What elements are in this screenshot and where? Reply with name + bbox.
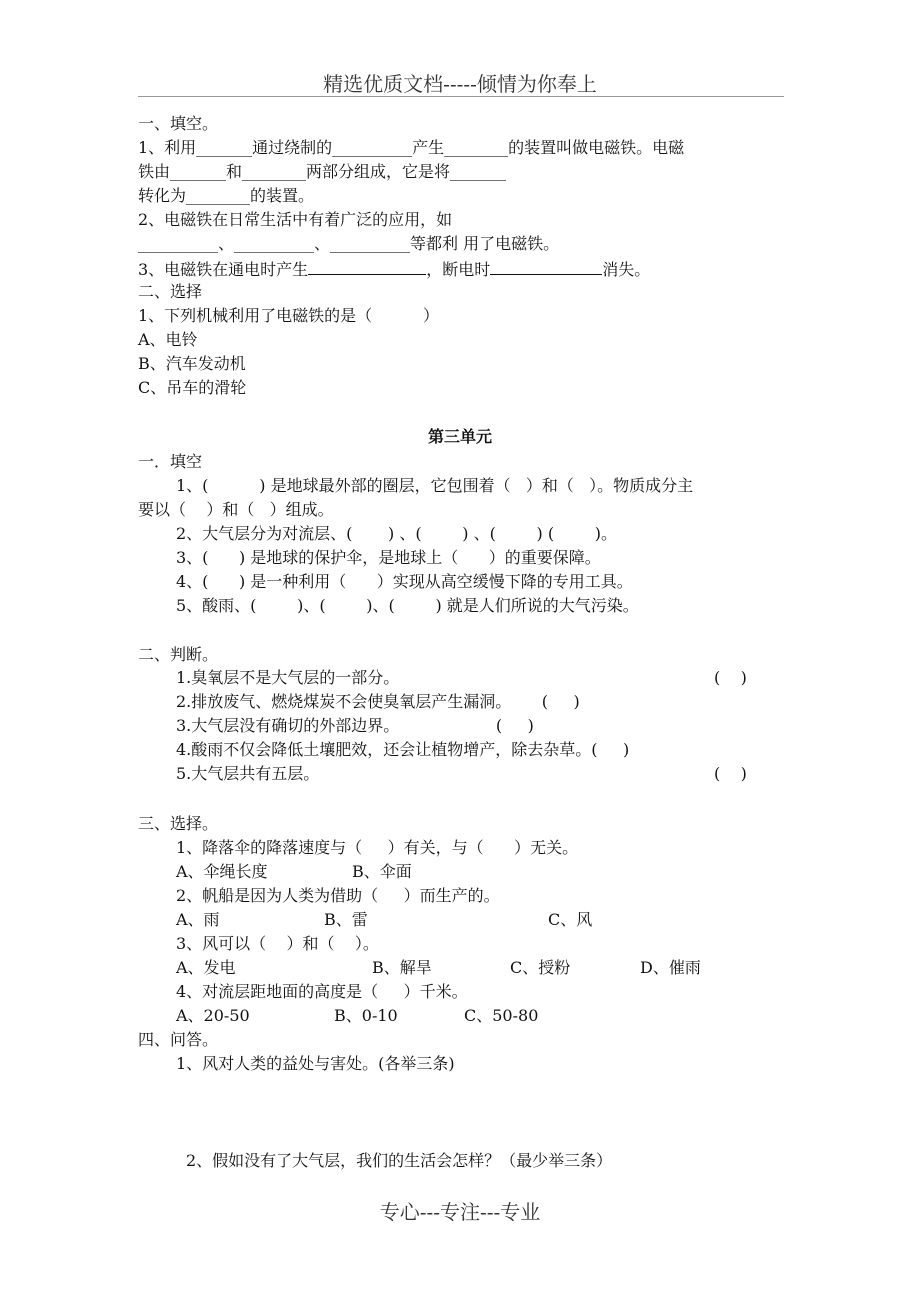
qa-question-2: 2、假如没有了大气层，我们的生活会怎样？（最少举三条） [186,1151,613,1170]
choice-q4-option-c: C、50-80 [464,1006,539,1025]
unit3-judge-title: 二、判断。 [138,645,219,664]
choice-q1-option-b: B、伞面 [352,862,412,881]
choice-q3: 3、风可以（ ）和（ ）。 [176,934,379,953]
choice-q3-option-d: D、催雨 [640,958,701,977]
unit3-fill-1-line-2: 要以（ ）和（ ）组成。 [138,500,334,519]
choice-q2-option-b: B、雷 [324,910,368,929]
choice-q3-option-c: C、授粉 [510,958,571,977]
unit3-fill-title: 一．填空 [138,452,203,471]
question-3-text-1: 3、电磁铁在通电时产生 [138,260,309,279]
choice-question-1: 1、下列机械利用了电磁铁的是（ ） [138,306,440,325]
choice-q2-option-c: C、风 [548,910,593,929]
choice-q1-option-a: A、伞绳长度 [176,862,268,881]
choice-option-b: B、汽车发动机 [138,354,246,373]
choice-q2: 2、帆船是因为人类为借助（ ）而生产的。 [176,886,500,905]
page-header: 精选优质文档-----倾情为你奉上 [323,72,597,96]
section-title-fill: 一、填空。 [138,114,219,133]
qa-question-1: 1、风对人类的益处与害处。(各举三条) [176,1054,455,1073]
question-3-blank-1 [308,258,426,275]
question-2-line-2: __________、__________、__________等都利 用了电磁铁。 [138,234,560,253]
question-1-line-1: 1、利用_______通过绕制的__________产生________的装置叫做电磁铁。电磁 [138,138,685,157]
header-divider [138,96,784,97]
choice-q3-option-a: A、发电 [176,958,236,977]
judge-item-4: 4.酸雨不仅会降低土壤肥效，还会让植物增产，除去杂草。( ) [176,740,630,759]
unit3-fill-1-line-1: 1、( ) 是地球最外部的圈层，它包围着（ ）和（ ）。物质成分主 [176,476,694,495]
judge-item-5-answer: ( ) [714,764,747,783]
unit3-choice-title: 三、选择。 [138,814,219,833]
page-footer: 专心---专注---专业 [379,1200,541,1224]
choice-q2-option-a: A、雨 [176,910,220,929]
choice-q4-option-a: A、20-50 [176,1006,250,1025]
judge-item-5: 5.大气层共有五层。 [176,764,320,783]
unit3-fill-4: 4、( ) 是一种利用（ ）实现从高空缓慢下降的专用工具。 [176,572,633,591]
judge-item-2: 2.排放废气、燃烧煤炭不会使臭氧层产生漏洞。 ( ) [176,692,580,711]
choice-q4-option-b: B、0-10 [334,1006,398,1025]
choice-q3-option-b: B、解旱 [372,958,432,977]
unit3-fill-2: 2、大气层分为对流层、( ) 、( ) 、( ) ( )。 [176,524,618,543]
unit-title: 第三单元 [427,427,492,446]
unit3-fill-3: 3、( ) 是地球的保护伞，是地球上（ ）的重要保障。 [176,548,601,567]
question-1-line-3: 转化为________的装置。 [138,186,315,205]
judge-item-1: 1.臭氧层不是大气层的一部分。 [176,668,400,687]
section-title-choice: 二、选择 [138,282,203,301]
question-1-line-2: 铁由_______和________两部分组成，它是将_______ [138,162,507,181]
question-3 [138,258,650,280]
judge-item-1-answer: ( ) [714,668,747,687]
question-3-text-2: ，断电时 [426,260,491,279]
unit3-fill-5: 5、酸雨、( )、( )、( ) 就是人们所说的大气污染。 [176,596,639,615]
choice-q4: 4、对流层距地面的高度是（ ）千米。 [176,982,468,1001]
judge-item-3: 3.大气层没有确切的外部边界。 ( ) [176,716,534,735]
question-3-text-3: 消失。 [602,260,651,279]
choice-option-c: C、吊车的滑轮 [138,378,247,397]
choice-option-a: A、电铃 [138,330,198,349]
question-3-blank-2 [490,258,602,275]
choice-q1: 1、降落伞的降落速度与（ ）有关，与（ ）无关。 [176,838,579,857]
question-2-line-1: 2、电磁铁在日常生活中有着广泛的应用，如 [138,210,453,229]
unit3-qa-title: 四、问答。 [138,1030,219,1049]
